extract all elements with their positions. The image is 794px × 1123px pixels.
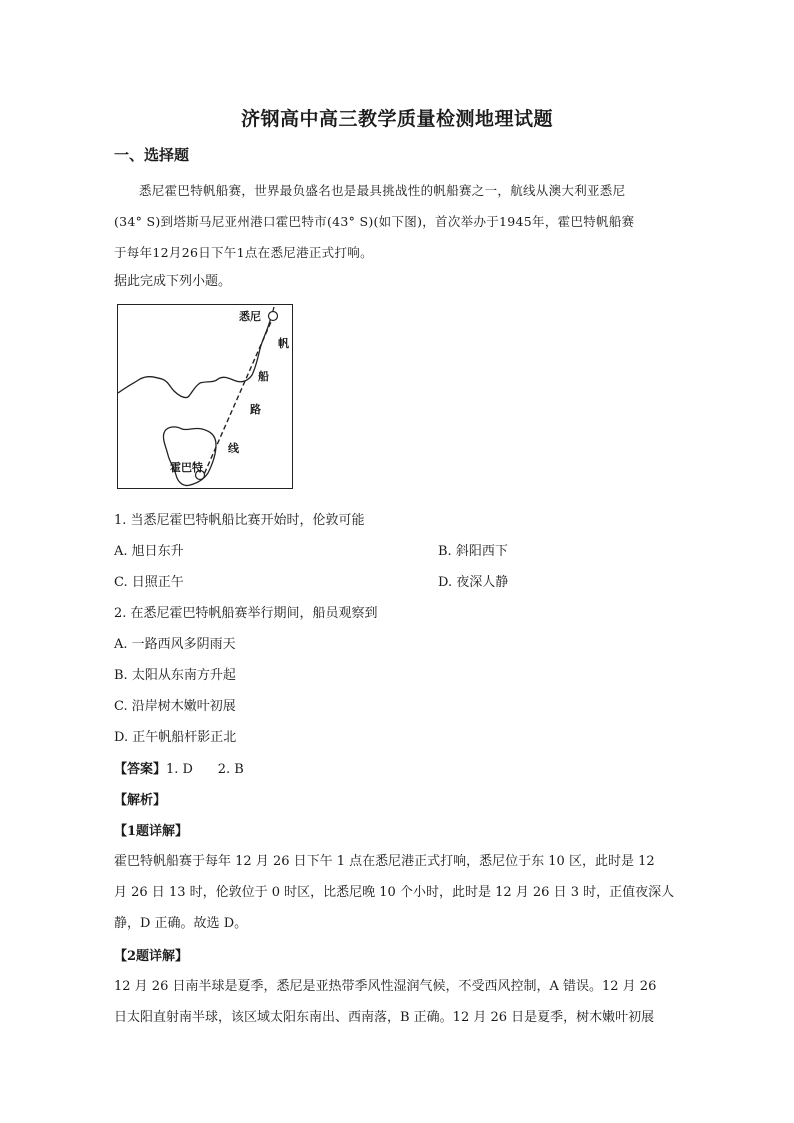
question-2-option-d: D. 正午帆船杆影正北	[114, 730, 237, 745]
label-sydney: 悉尼	[239, 310, 261, 323]
explanation-line: 日太阳直射南半球，该区域太阳东南出、西南落，B 正确。12 月 26 日是夏季，树木嫩叶初展	[114, 1010, 655, 1025]
question-1-option-a: A. 旭日东升	[114, 544, 184, 559]
passage-line: 悉尼霍巴特帆船赛，世界最负盛名也是最具挑战性的帆船赛之一，航线从澳大利亚悉尼	[139, 183, 626, 198]
explanation-line: 静，D 正确。故选 D。	[114, 916, 248, 931]
label-hobart: 霍巴特	[170, 461, 203, 474]
route-char: 帆	[278, 337, 289, 350]
answer-label: 【答案】	[114, 762, 167, 777]
question-1-option-c: C. 日照正午	[114, 575, 184, 590]
detail-1-explanation	[114, 846, 684, 939]
passage-line: (34° S)到塔斯马尼亚州港口霍巴特市(43° S)(如下图)，首次举办于1945年，霍巴特帆船赛	[114, 214, 635, 229]
question-2-stem: 2. 在悉尼霍巴特帆船赛举行期间，船员观察到	[114, 606, 378, 621]
analysis-label: 【解析】	[114, 793, 167, 808]
route-char: 线	[228, 442, 239, 455]
question-1-option-d: D. 夜深人静	[438, 575, 509, 590]
route-map-drawing	[118, 305, 292, 488]
detail-2-explanation	[114, 971, 684, 1033]
sydney-marker	[269, 312, 278, 321]
section-heading: 一、选择题	[114, 146, 190, 164]
page-title: 济钢高中高三教学质量检测地理试题	[240, 108, 553, 130]
detail-1-label: 【1题详解】	[114, 824, 189, 839]
detail-2-label: 【2题详解】	[114, 949, 189, 964]
answer-line	[114, 758, 244, 777]
answer-text: 1. D 2. B	[166, 762, 244, 777]
tasmania-outline	[163, 427, 216, 486]
reading-passage	[114, 175, 690, 268]
question-2-option-a: A. 一路西风多阴雨天	[114, 637, 236, 652]
explanation-line: 霍巴特帆船赛于每年 12 月 26 日下午 1 点在悉尼港正式打响，悉尼位于东 10 区，此时是 12	[114, 854, 655, 869]
explanation-line: 月 26 日 13 时，伦敦位于 0 时区，比悉尼晚 10 个小时，此时是 12 月 26 日 3 时，正值夜深人	[114, 885, 675, 900]
explanation-line: 12 月 26 日南半球是夏季，悉尼是亚热带季风性湿润气候，不受西风控制，A 错误。12 月 26	[114, 979, 657, 994]
route-char: 船	[258, 370, 269, 383]
route-char: 路	[250, 403, 261, 416]
passage-line: 于每年12月26日下午1点在悉尼港正式打响。	[114, 245, 373, 260]
question-2-option-b: B. 太阳从东南方升起	[114, 668, 236, 683]
instruction-text: 据此完成下列小题。	[114, 274, 232, 289]
route-map	[117, 304, 293, 489]
question-1-option-b: B. 斜阳西下	[438, 544, 508, 559]
question-1-stem: 1. 当悉尼霍巴特帆船比赛开始时，伦敦可能	[114, 513, 365, 528]
question-2-option-c: C. 沿岸树木嫩叶初展	[114, 699, 236, 714]
